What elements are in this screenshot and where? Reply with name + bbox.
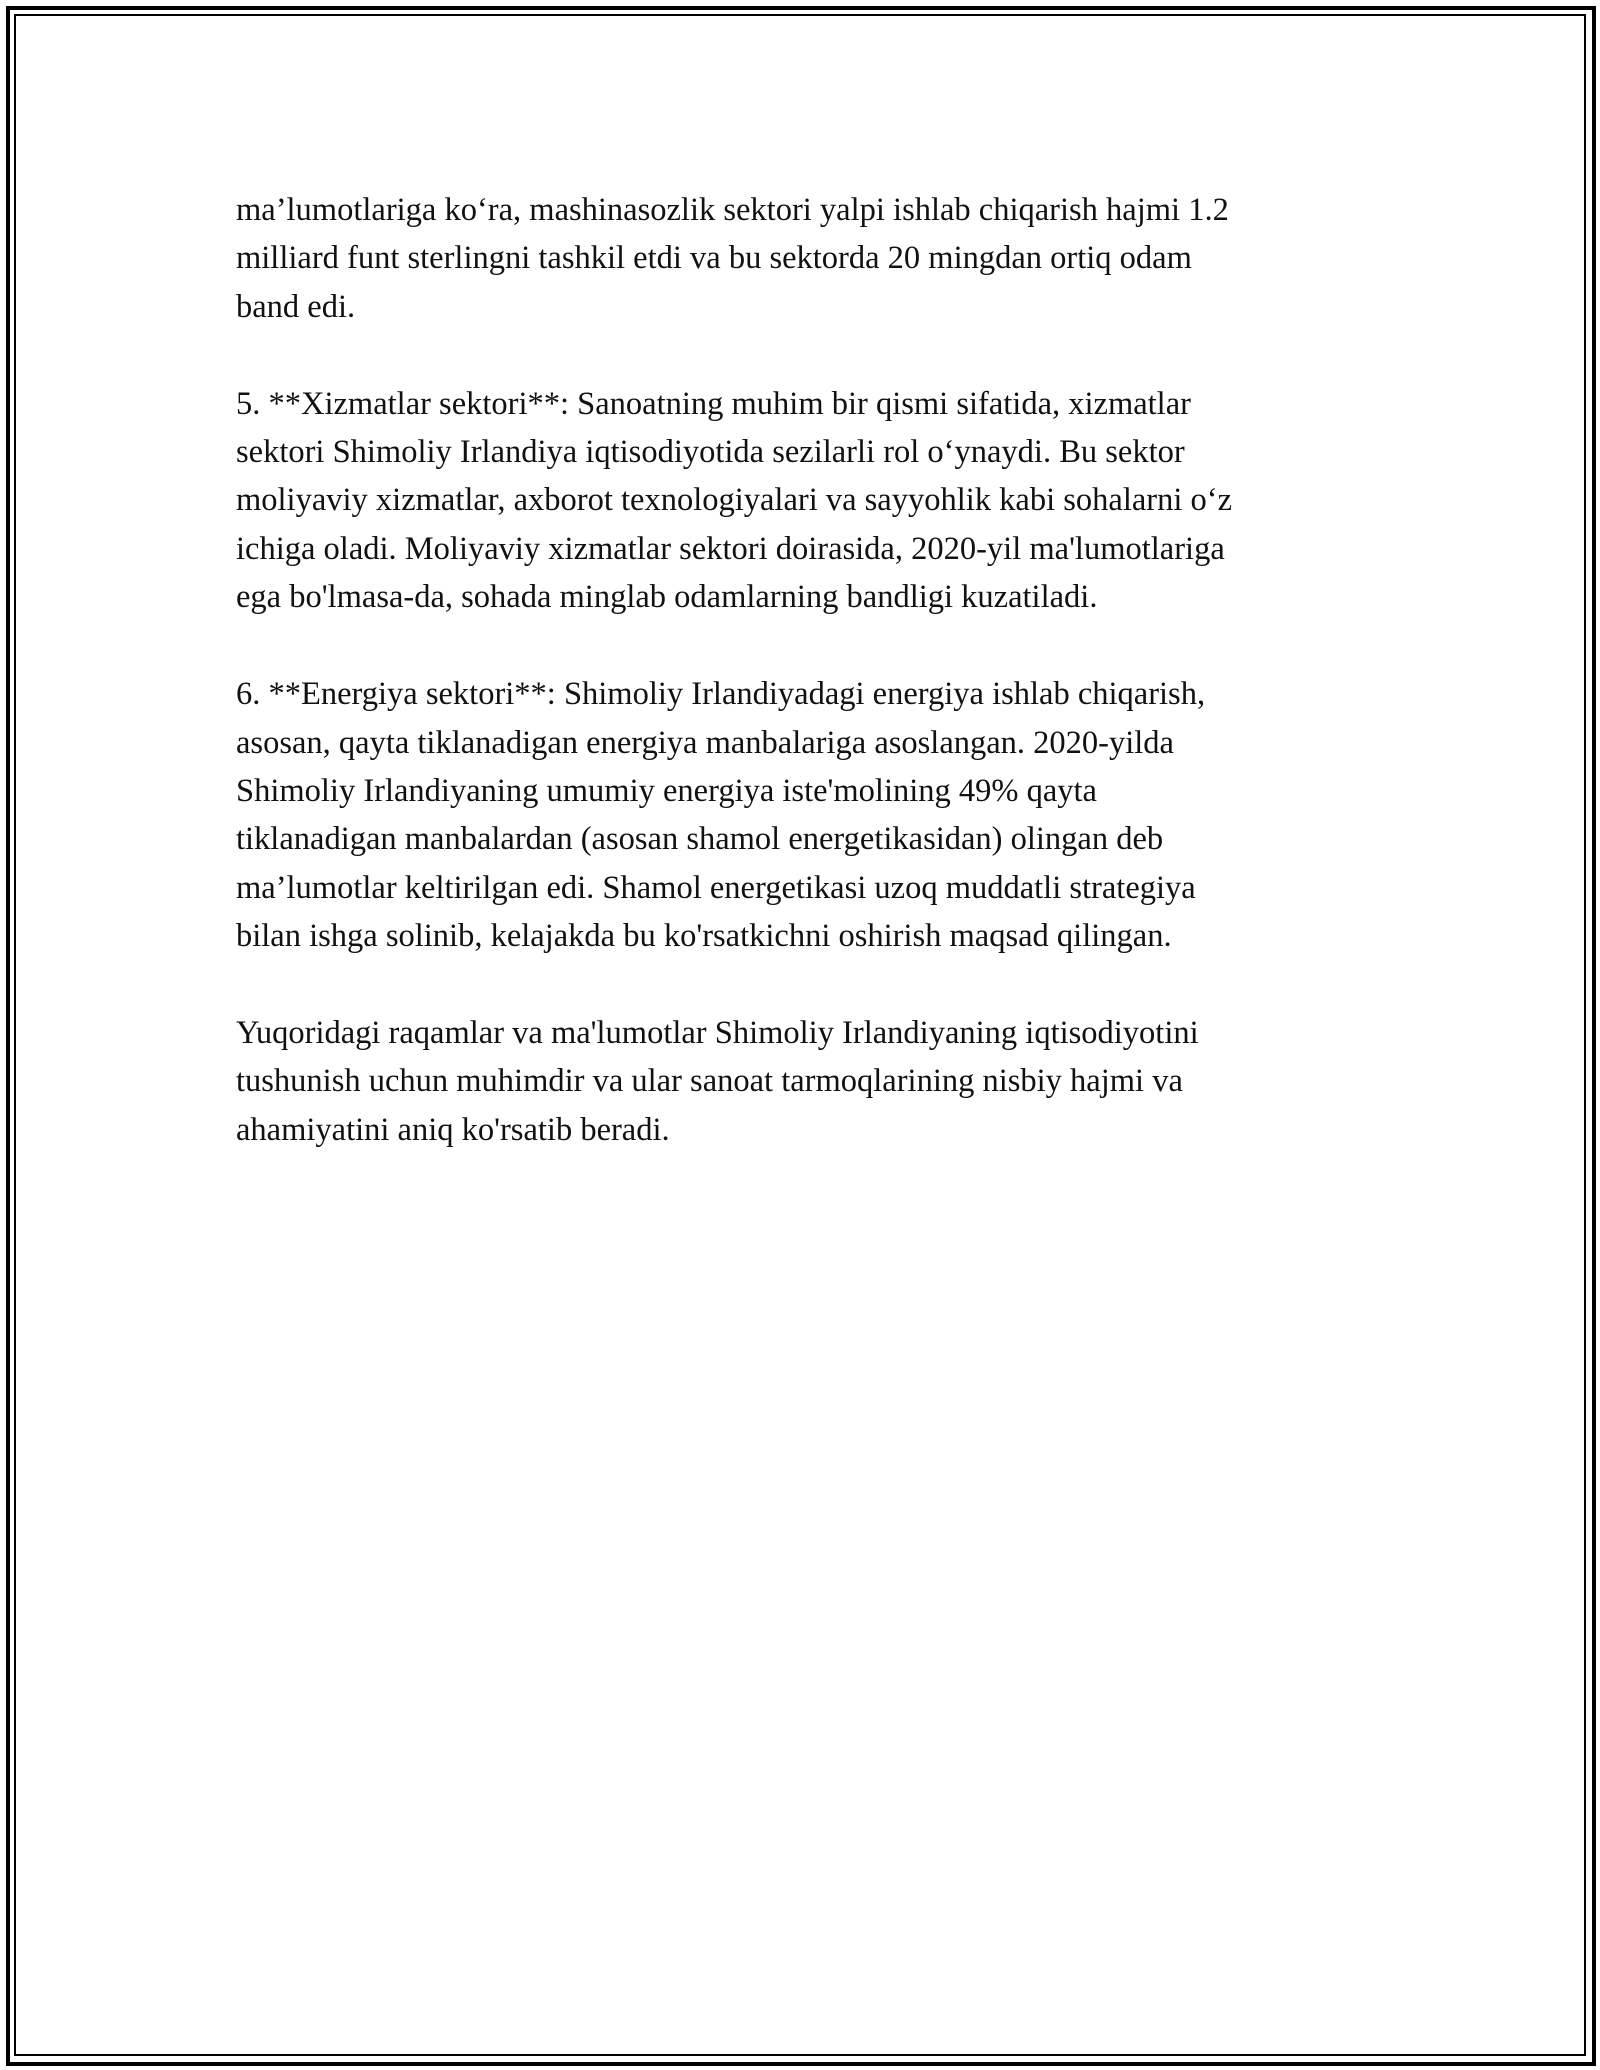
text-line: ma’lumotlar keltirilgan edi. Shamol energetikasi uzoq muddatli strategiya [236,869,1196,906]
text-line: ma’lumotlariga ko‘ra, mashinasozlik sektori yalpi ishlab chiqarish hajmi 1.2 [236,192,1229,228]
text-line: milliard funt sterlingni tashkil etdi va bu sektorda 20 mingdan ortiq odam [236,240,1192,277]
text-line: Shimoliy Irlandiyaning umumiy energiya iste'molining 49% qayta [236,772,1097,809]
text-line: sektori Shimoliy Irlandiya iqtisodiyotida sezilarli rol o‘ynaydi. Bu sektor [236,434,1185,471]
text-line: tushunish uchun muhimdir va ular sanoat tarmoqlarining nisbiy hajmi va [236,1063,1183,1100]
paragraph-services-sector [236,380,1371,621]
text-line: tiklanadigan manbalardan (asosan shamol energetikasidan) olingan deb [236,821,1164,858]
text-line: ega bo'lmasa-da, sohada minglab odamlarning bandligi kuzatiladi. [236,579,1098,616]
text-line: Yuqoridagi raqamlar va ma'lumotlar Shimoliy Irlandiyaning iqtisodiyotini [236,1015,1199,1052]
text-line: bilan ishga solinib, kelajakda bu ko'rsatkichni oshirish maqsad qilingan. [236,917,1172,954]
text-line: 5. **Xizmatlar sektori**: Sanoatning muhim bir qismi sifatida, xizmatlar [236,385,1191,422]
text-line: ahamiyatini aniq ko'rsatib beradi. [236,1111,670,1148]
paragraph-conclusion [236,1009,1371,1154]
text-line: ichiga oladi. Moliyaviy xizmatlar sektori doirasida, 2020-yil ma'lumotlariga [236,530,1225,567]
text-line: 6. **Energiya sektori**: Shimoliy Irlandiyadagi energiya ishlab chiqarish, [236,676,1206,713]
text-line: asosan, qayta tiklanadigan energiya manbalariga asoslangan. 2020-yilda [236,724,1174,761]
text-line: band edi. [236,288,356,325]
document-body [236,186,1371,1203]
text-line: moliyaviy xizmatlar, axborot texnologiyalari va sayyohlik kabi sohalarni o‘z [236,482,1232,519]
paragraph-machinery-continued [236,186,1371,331]
paragraph-energy-sector [236,670,1371,960]
